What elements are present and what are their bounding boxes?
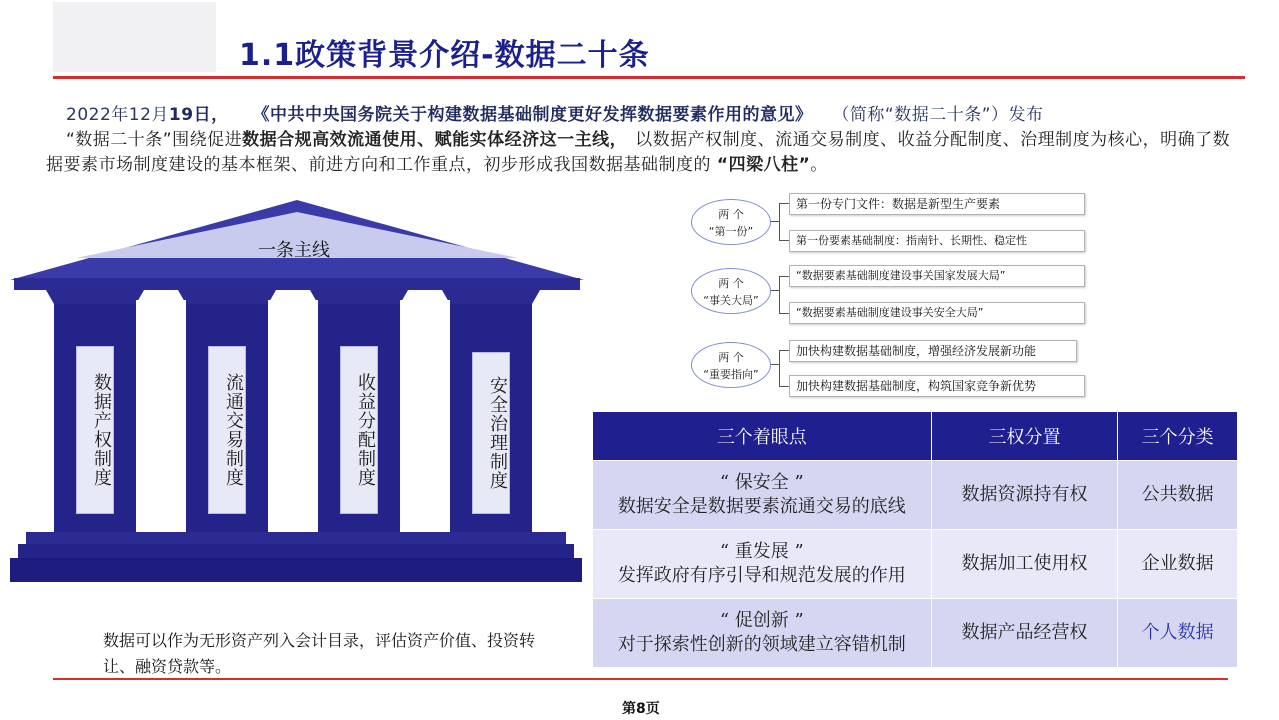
bottom-divider [53,678,1228,680]
node-1-line1: 两 个 [718,208,744,221]
table-row [593,461,1238,530]
focus-desc: 发挥政府有序引导和规范发展的作用 [617,565,906,586]
pillar-label-3: 收益分配制度 [340,346,378,514]
focus-title: “ 促创新 ” [719,610,804,631]
node-3-line1: 两 个 [718,351,744,364]
intro-suffix: （简称“数据二十条”）发布 [832,105,1044,125]
category-cell: 公共数据 [1118,461,1238,530]
table-row [593,530,1238,599]
intro-paragraph [46,128,1236,178]
node-1-line2: “第一份” [708,225,754,238]
mindmap-item-1b: 第一份要素基础制度：指南针、长期性、稳定性 [789,230,1085,252]
para-d: “四梁八柱” [716,155,811,175]
header-focus: 三个着眼点 [593,412,932,461]
rights-cell: 数据产品经营权 [931,599,1118,668]
focus-title: “ 重发展 ” [719,541,804,562]
base-step-1 [26,532,566,544]
logo-placeholder [53,2,216,72]
node-2-line2: “事关大局” [703,294,759,307]
focus-desc: 对于探索性创新的领域建立容错机制 [617,634,906,655]
node-3-line2: “重要指向” [703,368,759,381]
focus-cell [593,461,932,530]
intro-date-prefix: 2022年12月 [66,105,169,125]
focus-cell [593,599,932,668]
page-number: 第8页 [622,701,660,717]
mindmap-item-1a: 第一份专门文件：数据是新型生产要素 [789,193,1085,215]
table-row [593,599,1238,668]
mindmap-item-3b: 加快构建数据基础制度，构筑国家竞争新优势 [789,375,1085,397]
category-cell: 企业数据 [1118,530,1238,599]
roof-label: 一条主线 [258,240,330,261]
three-aspects-table [592,411,1238,668]
mindmap-node-2 [691,268,771,314]
page-title: 1.1政策背景介绍-数据二十条 [239,38,650,73]
top-divider [53,76,1245,79]
header-rights: 三权分置 [931,412,1118,461]
roof-base [14,278,580,290]
pillar-label-4: 安全治理制度 [472,352,510,514]
focus-desc: 数据安全是数据要素流通交易的底线 [617,496,906,517]
intro-line [66,100,1044,125]
pillar-label-2: 流通交易制度 [208,346,246,514]
base-step-3 [10,558,582,582]
rights-cell: 数据资源持有权 [931,461,1118,530]
para-a: “数据二十条”围绕促进 [66,130,243,150]
category-cell: 个人数据 [1118,599,1238,668]
focus-cell [593,530,932,599]
mindmap-item-2a: “数据要素基础制度建设事关国家发展大局” [789,265,1085,287]
mindmap-item-3a: 加快构建数据基础制度，增强经济发展新功能 [789,340,1077,362]
base-step-2 [18,544,574,558]
para-e: 。 [810,155,828,175]
para-b: 数据合规高效流通使用、赋能实体经济这一主线， [242,130,628,150]
table-header-row [593,412,1238,461]
pillar-label-1: 数据产权制度 [76,346,114,514]
mindmap-node-3 [691,342,771,388]
intro-doc-title: 《中共中央国务院关于构建数据基础制度更好发挥数据要素作用的意见》 [252,105,813,125]
header-category: 三个分类 [1118,412,1238,461]
focus-title: “ 保安全 ” [719,472,804,493]
mindmap-item-2b: “数据要素基础制度建设事关安全大局” [789,302,1085,324]
mindmap-node-1 [691,199,771,245]
para-c: 以数据产权制度、流通交易制度、收益分配制度、治理制度为核心，明确了数据要素市场制度建设的基本框架、前进方向和工作重点，初步形成我国数据基础制度的 [46,130,1231,175]
intro-date-day: 19日， [168,105,229,125]
rights-cell: 数据加工使用权 [931,530,1118,599]
asset-note: 数据可以作为无形资产列入会计目录，评估资产价值、投资转让、融资贷款等。 [103,631,536,676]
node-2-line1: 两 个 [718,277,744,290]
